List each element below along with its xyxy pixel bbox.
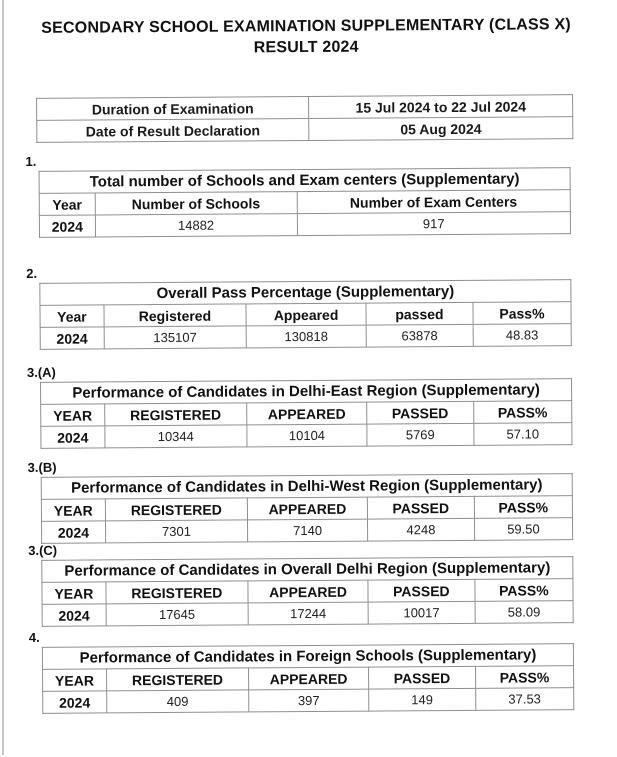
column-header: YEAR <box>41 499 105 521</box>
section-3c <box>28 539 617 627</box>
column-header: REGISTERED <box>105 498 247 521</box>
data-cell: 135107 <box>104 326 246 349</box>
data-cell: 17244 <box>248 602 368 625</box>
overall-pass-table <box>39 279 571 350</box>
column-header: REGISTERED <box>106 668 248 691</box>
section-1 <box>25 150 616 238</box>
data-cell: 37.53 <box>475 688 573 711</box>
year-cell: 2024 <box>43 691 107 713</box>
info-label: Date of Result Declaration <box>37 118 309 142</box>
delhi-east-table <box>40 378 572 449</box>
data-cell: 10344 <box>105 425 247 448</box>
column-header: PASSED <box>367 401 474 424</box>
column-header: Year <box>40 305 104 327</box>
column-header: Pass% <box>473 302 571 325</box>
data-cell: 58.09 <box>475 601 573 624</box>
column-header: PASS% <box>475 579 573 602</box>
table-row <box>42 601 573 627</box>
column-header: PASSED <box>368 579 475 602</box>
table-title: Performance of Candidates in Delhi-West Region (Supplementary) <box>41 474 572 500</box>
column-header: Registered <box>104 304 246 327</box>
table-title: Overall Pass Percentage (Supplementary) <box>40 280 571 306</box>
column-header: PASSED <box>369 666 476 689</box>
info-value: 15 Jul 2024 to 22 Jul 2024 <box>309 95 573 119</box>
data-cell: 7301 <box>105 520 247 543</box>
info-row <box>37 117 573 143</box>
year-cell: 2024 <box>41 426 105 448</box>
delhi-west-table <box>41 473 573 544</box>
column-header: APPEARED <box>247 497 367 520</box>
column-header: REGISTERED <box>104 403 246 426</box>
exam-info-table <box>36 94 573 143</box>
column-header: PASS% <box>473 401 571 424</box>
table-row <box>39 212 570 238</box>
column-header: YEAR <box>41 404 105 426</box>
table-row <box>43 688 574 714</box>
section-3b <box>28 456 617 544</box>
page-title <box>40 14 571 60</box>
column-header: Appeared <box>246 303 366 326</box>
section-number: 1. <box>25 153 37 169</box>
foreign-schools-table <box>42 643 574 714</box>
data-cell: 10104 <box>247 424 367 447</box>
data-cell: 917 <box>297 212 571 236</box>
table-row <box>41 423 572 449</box>
table-title: Total number of Schools and Exam centers (Supplementary) <box>39 168 570 194</box>
overall-delhi-table <box>41 556 573 627</box>
year-cell: 2024 <box>41 521 105 543</box>
data-cell: 10017 <box>368 601 475 624</box>
year-cell: 2024 <box>40 327 104 349</box>
data-cell: 57.10 <box>474 423 572 446</box>
info-value: 05 Aug 2024 <box>309 117 573 141</box>
column-header: YEAR <box>43 669 107 691</box>
year-cell: 2024 <box>42 604 106 626</box>
section-number: 2. <box>26 265 38 281</box>
data-cell: 397 <box>249 689 369 712</box>
table-title: Performance of Candidates in Delhi-East Region (Supplementary) <box>41 379 572 405</box>
data-cell: 14882 <box>95 214 297 237</box>
data-cell: 4248 <box>368 518 475 541</box>
column-header: APPEARED <box>247 402 367 425</box>
data-cell: 5769 <box>367 423 474 446</box>
column-header: Number of Exam Centers <box>297 190 571 214</box>
column-header: REGISTERED <box>106 581 248 604</box>
column-header: PASS% <box>474 496 572 519</box>
section-2 <box>26 262 617 350</box>
section-number: 3.(C) <box>28 542 58 558</box>
data-cell: 130818 <box>246 325 366 348</box>
section-3a <box>27 361 617 449</box>
column-header: passed <box>366 302 473 325</box>
column-header: YEAR <box>42 582 106 604</box>
section-number: 4. <box>28 629 40 645</box>
data-cell: 48.83 <box>473 324 571 347</box>
page-title-line1: SECONDARY SCHOOL EXAMINATION SUPPLEMENTARY (CLASS X) <box>41 16 571 37</box>
data-cell: 7140 <box>248 519 368 542</box>
table-row <box>40 324 571 350</box>
schools-exam-centers-table <box>39 167 571 238</box>
info-label: Duration of Examination <box>37 96 309 120</box>
table-title: Performance of Candidates in Foreign Schools (Supplementary) <box>42 644 573 670</box>
column-header: Year <box>39 193 95 215</box>
section-number: 3.(B) <box>27 459 57 475</box>
section-number: 3.(A) <box>26 364 56 380</box>
data-cell: 149 <box>369 688 476 711</box>
column-header: PASSED <box>367 496 474 519</box>
data-cell: 59.50 <box>474 518 572 541</box>
page-title-line2: RESULT 2024 <box>253 38 359 57</box>
data-cell: 409 <box>106 690 248 713</box>
column-header: APPEARED <box>248 580 368 603</box>
data-cell: 63878 <box>366 324 473 347</box>
section-4 <box>29 626 617 714</box>
column-header: APPEARED <box>249 667 369 690</box>
column-header: PASS% <box>475 666 573 689</box>
table-title: Performance of Candidates in Overall Delhi Region (Supplementary) <box>42 557 573 583</box>
data-cell: 17645 <box>106 603 248 626</box>
year-cell: 2024 <box>39 215 95 237</box>
column-header: Number of Schools <box>95 192 297 215</box>
